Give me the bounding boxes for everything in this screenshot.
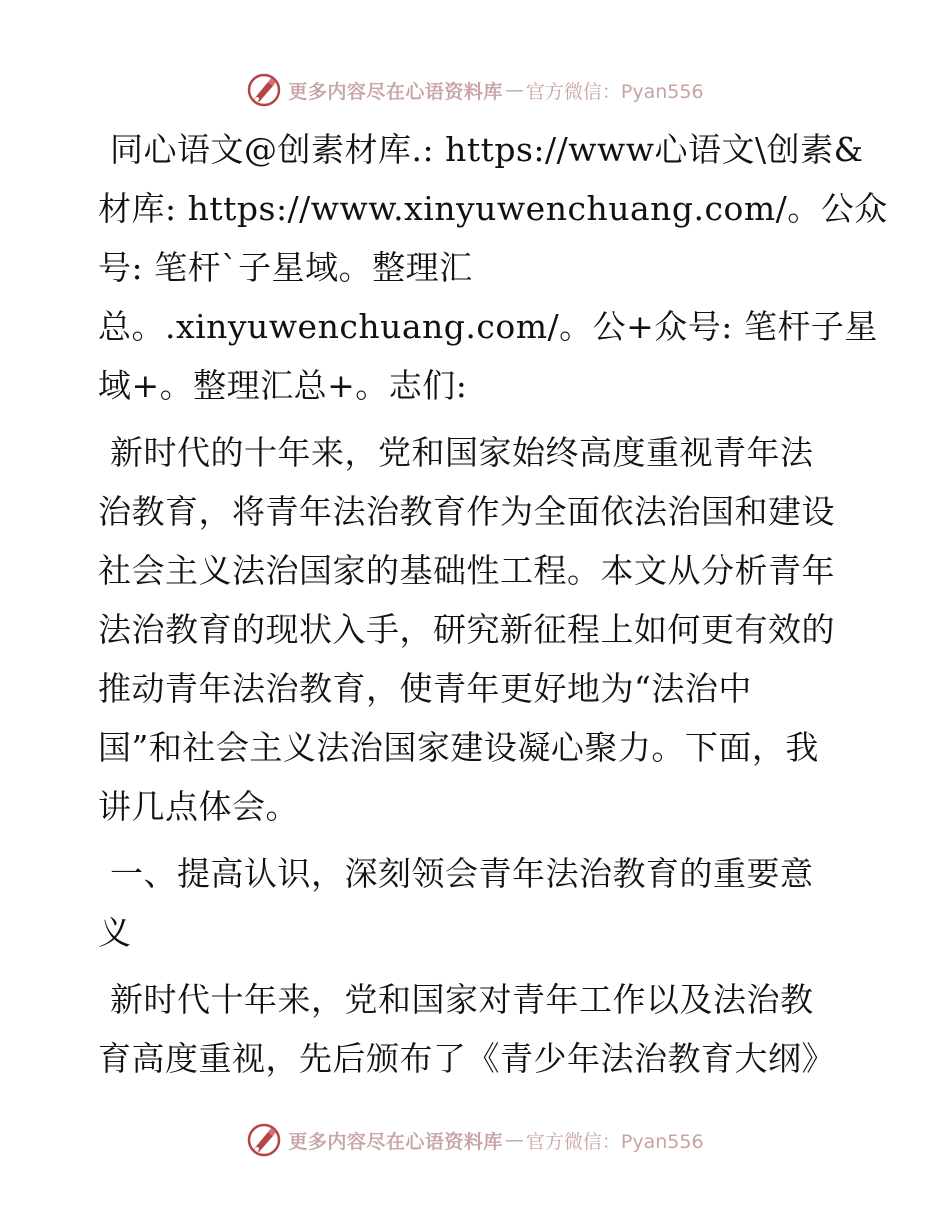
text-line: 推动青年法治教育，使青年更好地为“法治中 <box>98 669 752 708</box>
watermark-contact: 官方微信：Pyan556 <box>525 1130 704 1153</box>
paragraph-intro <box>98 120 888 415</box>
paragraph-section-one <box>98 970 858 1088</box>
watermark-separator: — <box>504 79 524 101</box>
watermark-banner-bottom <box>0 1120 950 1160</box>
text-line: 总。.xinyuwenchuang.com/。公+众号: 笔杆子星 <box>98 307 878 346</box>
watermark-site-text: 更多内容尽在心语资料库 <box>288 80 503 103</box>
pen-logo-icon <box>246 1122 282 1158</box>
watermark-contact: 官方微信：Pyan556 <box>525 80 704 103</box>
text-line: 新时代的十年来，党和国家始终高度重视青年法 <box>110 433 814 472</box>
pen-logo-icon <box>246 72 282 108</box>
text-line: 材库: https://www.xinyuwenchuang.com/。公众 <box>98 189 888 228</box>
text-line: 国”和社会主义法治国家建设凝心聚力。下面，我 <box>98 728 819 767</box>
document-body <box>98 120 888 1088</box>
text-line: 讲几点体会。 <box>98 787 299 826</box>
text-line: 治教育，将青年法治教育作为全面依法治国和建设 <box>98 492 835 531</box>
text-line: 育高度重视，先后颁布了《青少年法治教育大纲》 <box>98 1039 835 1078</box>
watermark-site-text: 更多内容尽在心语资料库 <box>288 1130 503 1153</box>
watermark-banner-top <box>0 70 950 110</box>
heading-line: 一、提高认识，深刻领会青年法治教育的重要意 <box>110 854 814 893</box>
text-line: 域+。整理汇总+。志们: <box>98 366 468 405</box>
text-line: 新时代十年来，党和国家对青年工作以及法治教 <box>110 980 814 1019</box>
section-heading <box>98 844 858 962</box>
watermark-separator: — <box>504 1129 524 1151</box>
heading-line: 义 <box>98 913 132 952</box>
text-line: 法治教育的现状入手，研究新征程上如何更有效的 <box>98 610 835 649</box>
text-line: 社会主义法治国家的基础性工程。本文从分析青年 <box>98 551 835 590</box>
text-line: 同心语文@创素材库.: https://www心语文\创素& <box>110 130 864 169</box>
text-line: 号: 笔杆`子星域。整理汇 <box>98 248 473 287</box>
paragraph-overview <box>98 423 858 836</box>
